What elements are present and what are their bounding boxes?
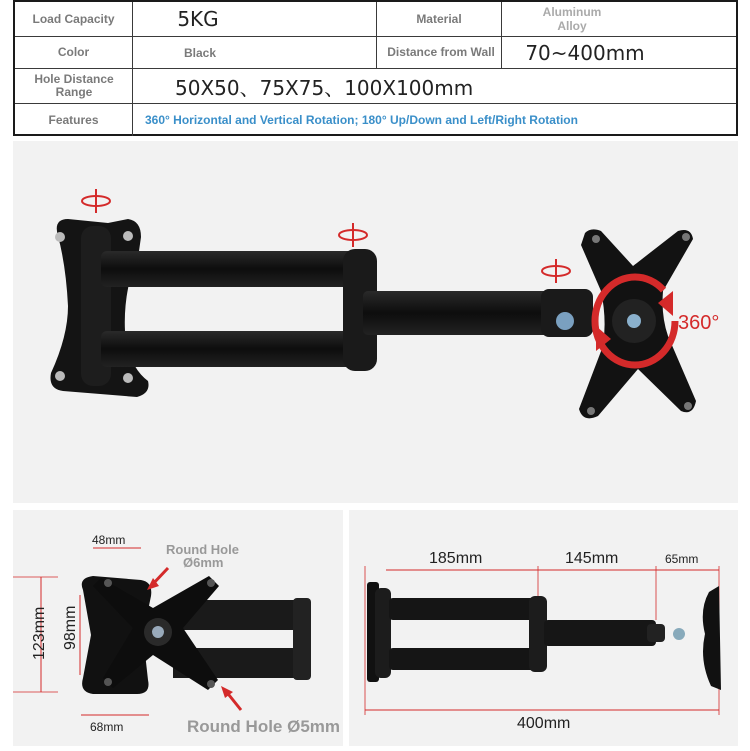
wall-mount-bracket-illustration bbox=[13, 141, 738, 503]
round-hole-6-label-line1: Round Hole bbox=[166, 542, 239, 557]
spec-row-load-material bbox=[15, 2, 736, 37]
folded-arm-end bbox=[293, 598, 311, 680]
spec-row-color-distance bbox=[15, 37, 736, 69]
wall-plate-screw-hole bbox=[55, 371, 65, 381]
round-hole-6-label-line2: Ø6mm bbox=[183, 555, 224, 570]
wall-plate-screw-hole bbox=[55, 232, 65, 242]
vesa-center-bolt bbox=[627, 314, 641, 328]
vesa-dimension-diagram bbox=[13, 510, 343, 746]
features-label: Features bbox=[48, 112, 99, 127]
vesa-hole bbox=[682, 233, 690, 241]
vesa-hole bbox=[684, 402, 692, 410]
round-hole-5-label: Round Hole Ø5mm bbox=[187, 717, 341, 736]
swivel-indicator-head bbox=[542, 259, 570, 283]
total-label: 400mm bbox=[517, 715, 571, 732]
product-photo-panel bbox=[13, 141, 738, 503]
hole-distance-label: Hole Distance Range bbox=[34, 72, 114, 99]
side-arm-1-lower bbox=[389, 648, 541, 670]
arm-segment-1-upper bbox=[101, 251, 366, 287]
distance-value: 70~400mm bbox=[525, 40, 645, 65]
spec-row-features bbox=[15, 104, 736, 136]
wall-plate-screw-hole bbox=[123, 231, 133, 241]
arm-segment-2 bbox=[363, 291, 563, 335]
rotation-360-label: 360° bbox=[678, 312, 720, 334]
color-label: Color bbox=[57, 45, 90, 59]
tilt-knob bbox=[556, 312, 574, 330]
arm-length-diagram bbox=[349, 510, 738, 746]
load-capacity-value: 5KG bbox=[177, 7, 219, 31]
load-capacity-label: Load Capacity bbox=[32, 11, 115, 26]
seg1-label: 185mm bbox=[429, 550, 483, 567]
side-arm-1-upper bbox=[389, 598, 541, 620]
features-value: 360° Horizontal and Vertical Rotation; 180° Up/Down and Left/Right Rotation bbox=[145, 113, 578, 127]
distance-label: Distance from Wall bbox=[387, 45, 495, 59]
swivel-indicator-wall bbox=[82, 189, 110, 213]
spec-row-hole bbox=[15, 69, 736, 104]
vesa-dimension-panel bbox=[13, 510, 343, 746]
material-label: Material bbox=[416, 11, 462, 26]
height-outer-label: 123mm bbox=[31, 606, 48, 660]
material-value: Aluminum Alloy bbox=[542, 5, 602, 33]
arm-segment-1-lower bbox=[101, 331, 366, 367]
side-tilt-joint bbox=[647, 624, 665, 642]
spec-table bbox=[13, 0, 738, 136]
vesa-hole bbox=[592, 235, 600, 243]
seg2-label: 145mm bbox=[565, 550, 619, 567]
vesa-hole bbox=[587, 407, 595, 415]
top-width-label: 48mm bbox=[92, 533, 126, 547]
arm-length-panel bbox=[349, 510, 738, 746]
side-vesa-plate bbox=[703, 586, 721, 690]
bottom-width-label: 68mm bbox=[90, 720, 124, 734]
wall-plate-screw-hole bbox=[123, 373, 133, 383]
swivel-indicator-elbow bbox=[339, 223, 367, 247]
seg3-label: 65mm bbox=[665, 552, 699, 566]
color-value: Black bbox=[183, 45, 217, 60]
height-inner-label: 98mm bbox=[62, 605, 79, 650]
side-pivot bbox=[375, 588, 391, 678]
hole-distance-value: 50X50、75X75、100X100mm bbox=[175, 75, 474, 100]
side-arm-2 bbox=[544, 620, 656, 646]
